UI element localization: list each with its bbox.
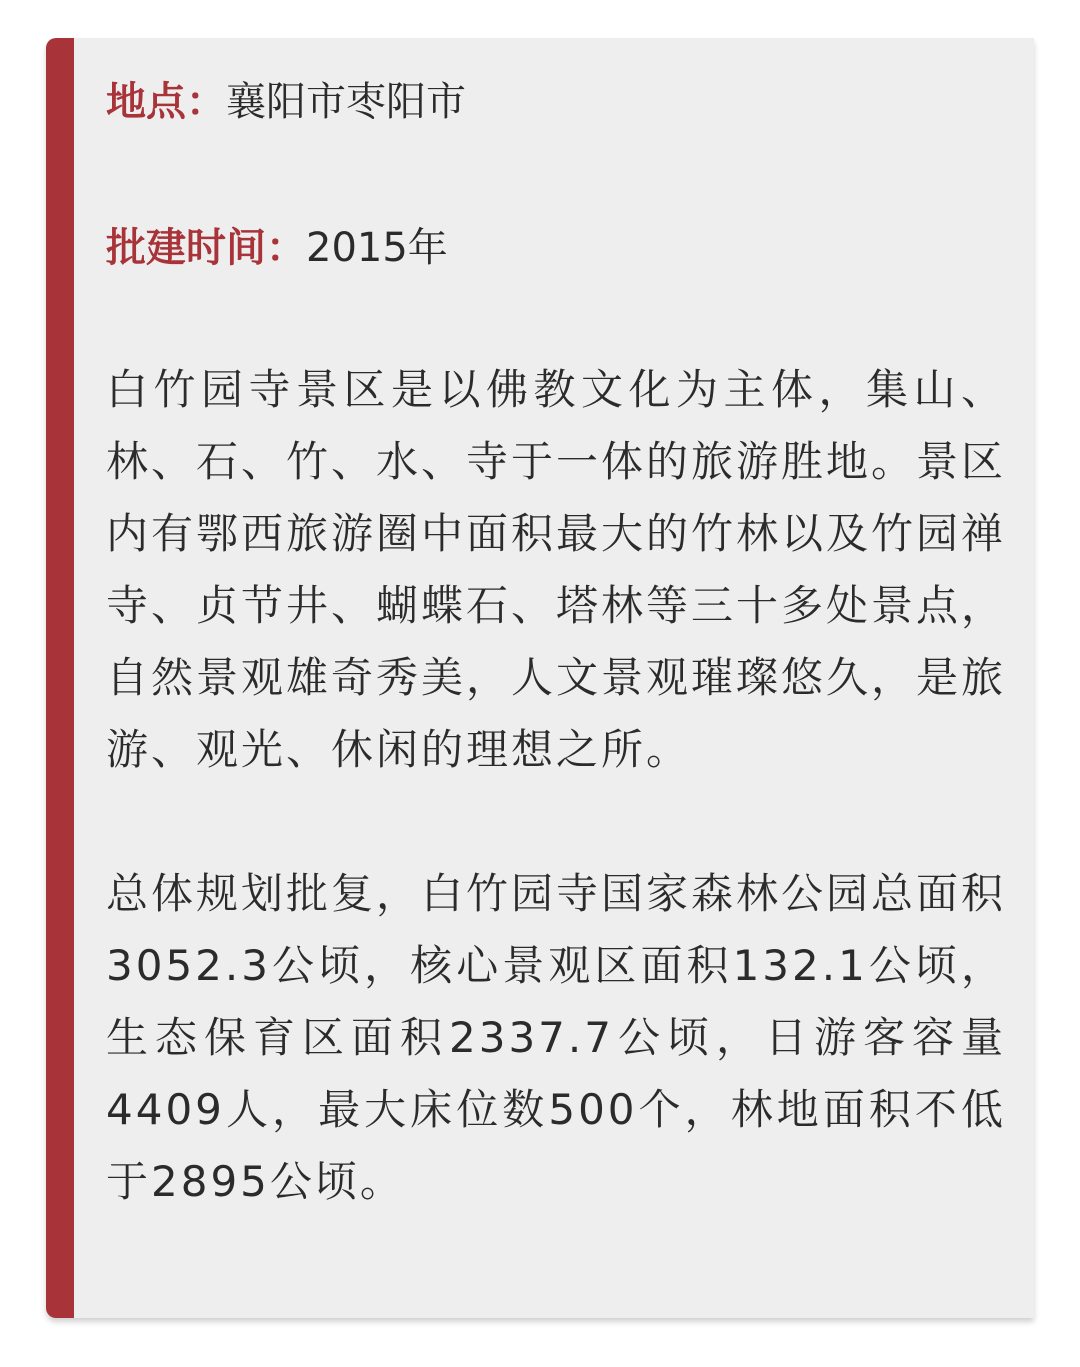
description-paragraph: 白竹园寺景区是以佛教文化为主体，集山、林、石、竹、水、寺于一体的旅游胜地。景区内有鄂西旅游圈中面积最大的竹林以及竹园禅寺、贞节井、蝴蝶石、塔林等三十多处景点，自然景观雄奇秀美，人文景观璀璨悠久，是旅游、观光、休闲的理想之所。	[106, 365, 1007, 774]
approval-row	[106, 212, 1006, 284]
approval-value: 2015年	[306, 225, 448, 271]
card-content	[106, 66, 1006, 1218]
info-card	[46, 38, 1034, 1318]
location-value: 襄阳市枣阳市	[226, 79, 466, 125]
location-label: 地点：	[106, 79, 226, 125]
approval-label: 批建时间：	[106, 225, 306, 271]
planning-paragraph: 总体规划批复，白竹园寺国家森林公园总面积3052.3公顷，核心景观区面积132.1公顷，生态保育区面积2337.7公顷，日游客容量4409人，最大床位数500个，林地面积不低于2895公顷。	[106, 869, 1007, 1206]
location-row	[106, 66, 1006, 138]
